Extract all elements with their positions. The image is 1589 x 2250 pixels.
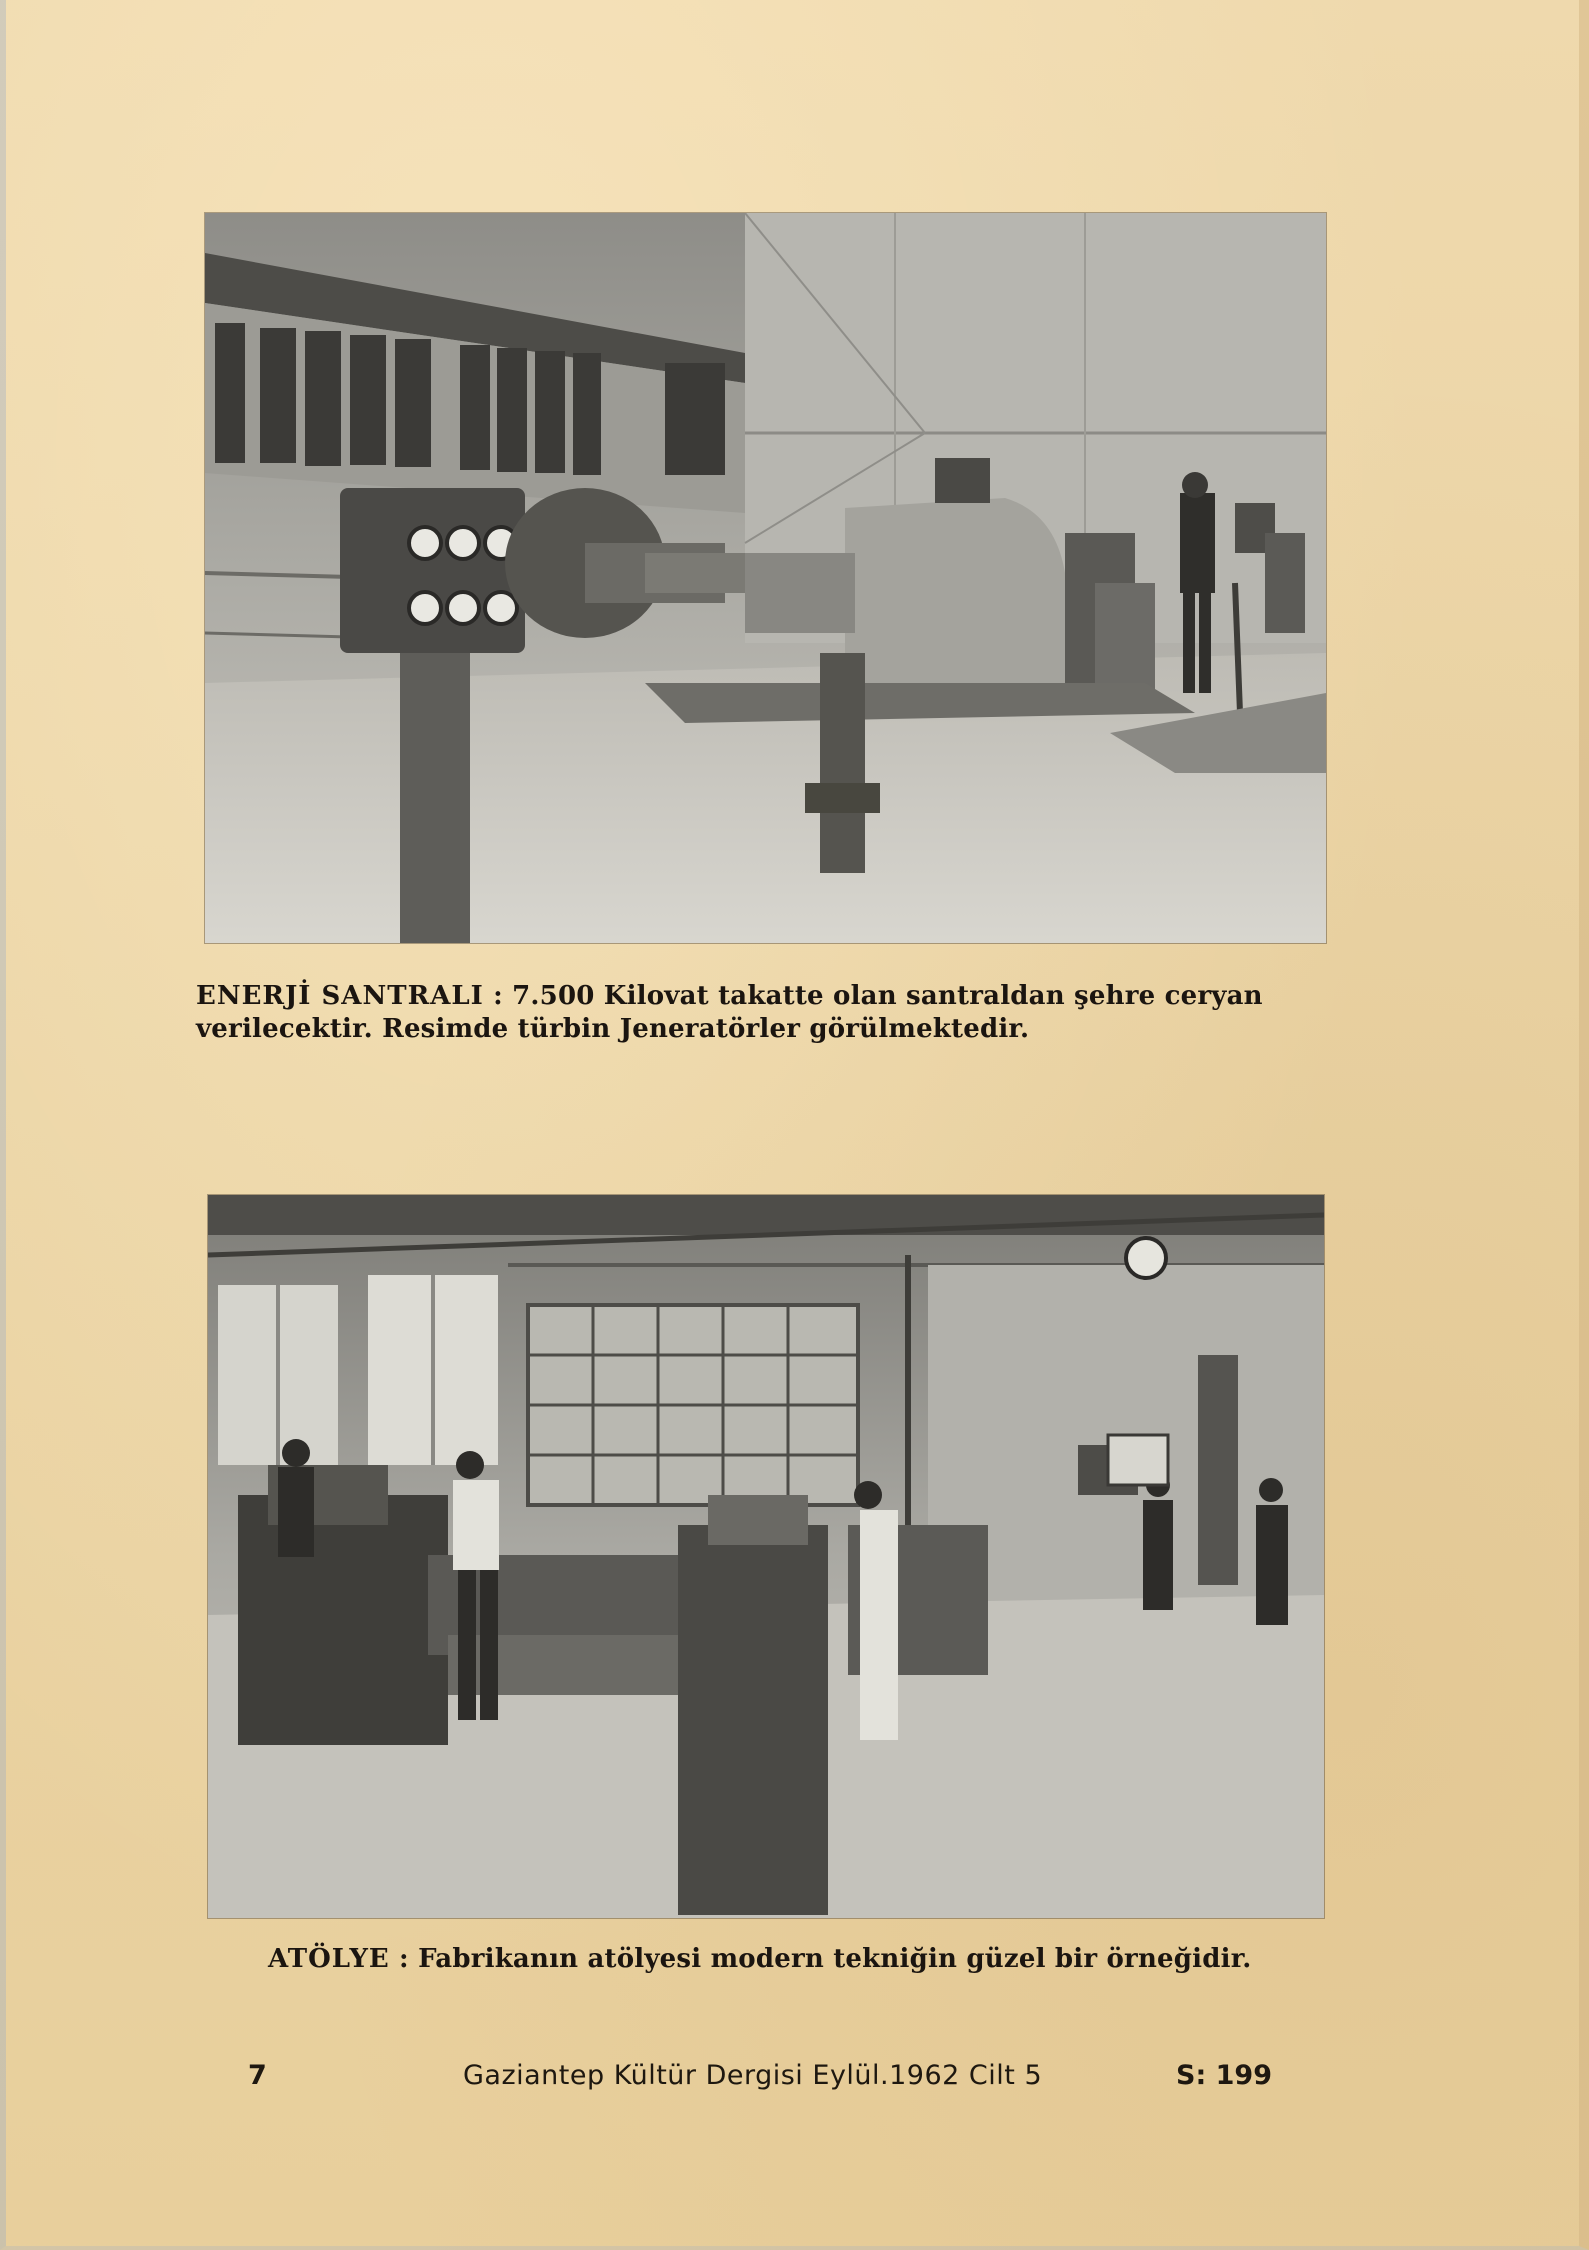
energy-caption-text: 7.500 Kilovat takatte olan santraldan şehre ceryan verilecektir. Resimde türbin Jeneratörler görülmektedir. [196, 981, 1263, 1044]
workshop-caption-text: Fabrikanın atölyesi modern tekniğin güzel bir örneğidir. [418, 1944, 1252, 1974]
energy-photo-caption [196, 980, 1336, 1046]
page-number: S: 199 [1176, 2060, 1273, 2091]
workshop-photo-caption [268, 1943, 1368, 1976]
workshop-caption-separator: : [389, 1944, 419, 1974]
workshop-image [208, 1195, 1324, 1918]
energy-plant-image [205, 213, 1326, 943]
workshop-caption-label: ATÖLYE [268, 1944, 390, 1974]
energy-plant-photo [205, 213, 1326, 943]
energy-caption-separator: : [483, 981, 513, 1011]
journal-title: Gaziantep Kültür Dergisi Eylül.1962 Cilt 5 [463, 2060, 1043, 2091]
issue-number: 7 [248, 2060, 267, 2091]
energy-caption-label: ENERJİ SANTRALI [196, 981, 484, 1011]
workshop-photo [208, 1195, 1324, 1918]
